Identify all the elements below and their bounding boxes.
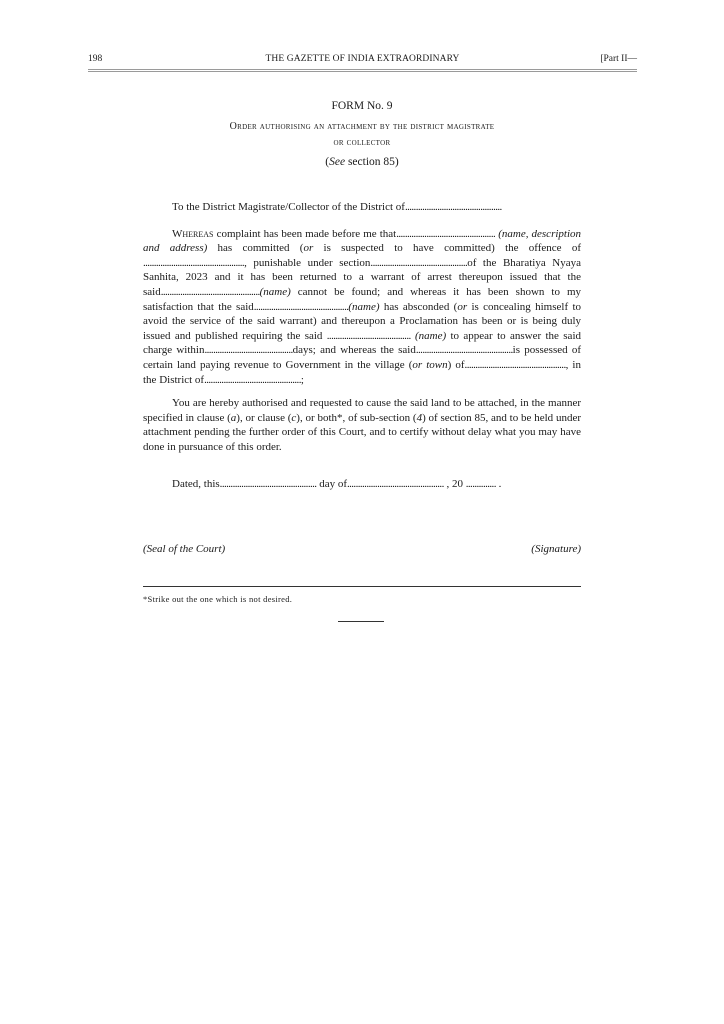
name-blank: .............................................. xyxy=(160,285,260,298)
para1-text: complaint has been made before me that xyxy=(213,227,397,240)
see-section-reference: (See section 85) xyxy=(325,156,399,168)
para1-italic: or xyxy=(303,242,314,255)
form-heading-line-1: Order authorising an attachment by the district magistrate xyxy=(229,121,495,132)
month-blank: ............................................. xyxy=(346,478,444,490)
para1-text: is possessed of certain land paying revenue to Government in the village ( xyxy=(143,344,582,371)
footnote-rule xyxy=(143,586,581,587)
para2-italic: c xyxy=(291,411,297,424)
para2-italic: a xyxy=(230,411,237,424)
form-number: FORM No. 9 xyxy=(331,100,393,112)
para2-text: You are hereby authorised and requested to cause the said land to be attached, in the manner specified in clause ( xyxy=(143,397,581,424)
addressee-line xyxy=(143,200,581,215)
addressee-text: To the District Magistrate/Collector of the District of xyxy=(172,201,405,213)
para1-italic: or xyxy=(457,300,468,313)
page-number: 198 xyxy=(88,54,103,64)
para1-italic: (name) xyxy=(348,300,380,313)
dated-line xyxy=(172,478,501,490)
header-double-rule xyxy=(88,69,637,72)
gazette-title: THE GAZETTE OF INDIA EXTRAORDINARY xyxy=(265,54,460,64)
para1-text: of the Bharatiya Nyaya Sanhita, 2023 and it has been returned to a warrant of arrest thereupon issued that the said xyxy=(143,256,581,298)
footnote: *Strike out the one which is not desired. xyxy=(143,594,293,604)
date-blank: ............................................. xyxy=(219,478,317,490)
signature-label: (Signature) xyxy=(531,543,581,555)
page-header xyxy=(88,52,637,66)
para1-text: , in the District of xyxy=(143,358,581,386)
para2-text: ), or clause ( xyxy=(236,411,292,424)
para2-text: ) of section 85, and to be held under attachment pending the further order of this Court, and to certify without delay what you may have done in pursuance of this order. xyxy=(143,411,581,453)
section-blank: ............................................. xyxy=(370,256,468,269)
para2-text: ), or both*, of sub-section ( xyxy=(296,411,417,424)
para1-text: is concealing himself to avoid the service of the said warrant) and thereupon a Proclamation has been or is being duly issued and published requiring the said xyxy=(143,300,582,342)
end-rule xyxy=(338,621,384,622)
dated-end: . xyxy=(495,478,502,490)
para1-text: has absconded ( xyxy=(379,300,458,313)
year-label: , 20 xyxy=(443,478,466,490)
form-body xyxy=(143,200,581,455)
year-blank: .............. xyxy=(465,478,496,490)
village-blank: ............................................... xyxy=(464,358,566,371)
district-blank: ............................................. xyxy=(204,373,301,386)
name-blank: ............................................. xyxy=(415,344,513,357)
para1-text: ; xyxy=(300,373,304,386)
whereas-word: Whereas xyxy=(172,227,214,240)
para1-italic: (name) xyxy=(414,329,447,342)
see-label: See xyxy=(329,156,346,168)
para1-text: is suspected to have committed) the offence of xyxy=(313,242,582,255)
form-heading xyxy=(170,119,554,151)
seal-of-court: (Seal of the Court) xyxy=(143,543,226,555)
para1-text: cannot be found; and whereas it has been shown to my satisfaction that the said xyxy=(143,285,581,313)
whereas-paragraph xyxy=(143,227,581,388)
para1-text: days; and whereas the said xyxy=(292,344,416,357)
para1-text: has committed ( xyxy=(207,242,304,255)
addressee-blank: ............................................. xyxy=(404,201,502,213)
para1-italic: (name, description and address) xyxy=(143,227,582,255)
para1-text: to appear to answer the said charge within xyxy=(143,329,582,357)
para1-text: , punishable under section xyxy=(244,256,371,269)
dated-label: Dated, this xyxy=(172,478,220,490)
day-of-label: day of xyxy=(316,478,347,490)
accused-blank: .............................................. xyxy=(396,227,496,240)
name-blank: ............................................ xyxy=(253,300,349,313)
para1-italic: or town xyxy=(412,358,448,371)
name-blank: ....................................... xyxy=(326,329,411,342)
offence-blank: ............................................... xyxy=(143,256,245,269)
authorisation-paragraph xyxy=(143,396,581,454)
form-heading-line-2: or collector xyxy=(333,137,391,148)
see-section-number: section 85) xyxy=(345,156,399,168)
para1-italic: (name) xyxy=(259,285,291,298)
para2-italic: 4 xyxy=(416,411,423,424)
part-label: [Part II— xyxy=(600,54,637,64)
days-blank: ......................................... xyxy=(204,344,293,357)
para1-text: ) of xyxy=(447,358,465,371)
